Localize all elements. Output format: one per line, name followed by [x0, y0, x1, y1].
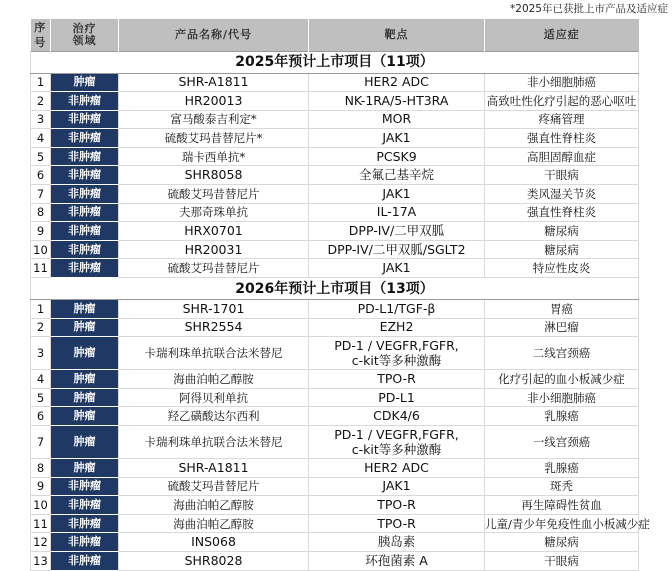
- row-number: 8: [31, 459, 51, 478]
- therapy-area-cell: 肿瘤: [51, 73, 119, 92]
- table-row: [31, 407, 639, 426]
- table-row: [31, 496, 639, 515]
- row-number: 12: [31, 533, 51, 552]
- indication-cell: 非小细胞肺癌: [485, 73, 639, 92]
- table-row: [31, 388, 639, 407]
- row-number: 4: [31, 129, 51, 148]
- target-cell: PCSK9: [309, 147, 485, 166]
- table-row: [31, 459, 639, 478]
- indication-cell: 儿童/青少年免疫性血小板减少症: [485, 514, 639, 533]
- section-2025-row: [31, 51, 639, 73]
- row-number: 7: [31, 426, 51, 459]
- table-row: [31, 240, 639, 259]
- product-name-cell: SHR8058: [119, 166, 309, 185]
- product-name-cell: HR20031: [119, 240, 309, 259]
- product-name-cell: SHR-A1811: [119, 73, 309, 92]
- product-name-cell: INS068: [119, 533, 309, 552]
- target-cell: PD-1 / VEGFR,FGFR, c-kit等多种激酶: [309, 426, 485, 459]
- indication-cell: 高胆固醇血症: [485, 147, 639, 166]
- row-number: 9: [31, 222, 51, 241]
- indication-cell: 胃癌: [485, 300, 639, 319]
- therapy-area-cell: 肿瘤: [51, 370, 119, 389]
- table-body: [31, 51, 650, 570]
- therapy-area-cell: 肿瘤: [51, 426, 119, 459]
- table-row: [31, 92, 639, 111]
- header-name: 产品名称/代号: [119, 19, 309, 51]
- section-2025-title: 2025年预计上市项目（11项）: [31, 51, 639, 73]
- product-name-cell: 羟乙磺酸达尔西利: [119, 407, 309, 426]
- footnote-approved-note: *2025年已获批上市产品及适应症: [510, 3, 668, 15]
- target-cell: JAK1: [309, 477, 485, 496]
- table-row: [31, 73, 639, 92]
- product-name-cell: 硫酸艾玛昔替尼片*: [119, 129, 309, 148]
- product-name-cell: 卡瑞利珠单抗联合法米替尼: [119, 426, 309, 459]
- target-cell: TPO-R: [309, 496, 485, 515]
- row-number: 3: [31, 110, 51, 129]
- product-name-cell: 海曲泊帕乙醇胺: [119, 370, 309, 389]
- table-header: [31, 19, 639, 51]
- target-cell: 全氟己基辛烷: [309, 166, 485, 185]
- target-cell: IL-17A: [309, 203, 485, 222]
- indication-cell: 淋巴瘤: [485, 318, 639, 337]
- product-name-cell: SHR-A1811: [119, 459, 309, 478]
- therapy-area-cell: 肿瘤: [51, 407, 119, 426]
- indication-cell: 乳腺癌: [485, 459, 639, 478]
- therapy-area-cell: 非肿瘤: [51, 222, 119, 241]
- product-name-cell: HR20013: [119, 92, 309, 111]
- therapy-area-cell: 非肿瘤: [51, 533, 119, 552]
- row-number: 10: [31, 240, 51, 259]
- therapy-area-cell: 非肿瘤: [51, 92, 119, 111]
- therapy-area-cell: 肿瘤: [51, 337, 119, 370]
- product-name-cell: 卡瑞利珠单抗联合法米替尼: [119, 337, 309, 370]
- row-number: 2: [31, 92, 51, 111]
- target-cell: DPP-IV/二甲双胍/SGLT2: [309, 240, 485, 259]
- table-row: [31, 147, 639, 166]
- target-cell: MOR: [309, 110, 485, 129]
- header-indication: 适应症: [485, 19, 639, 51]
- indication-cell: 二线宫颈癌: [485, 337, 639, 370]
- target-cell: JAK1: [309, 185, 485, 204]
- therapy-area-cell: 非肿瘤: [51, 110, 119, 129]
- section-2026-row: [31, 278, 639, 300]
- product-name-cell: 硫酸艾玛昔替尼片: [119, 477, 309, 496]
- row-number: 5: [31, 147, 51, 166]
- table-row: [31, 477, 639, 496]
- indication-cell: 非小细胞肺癌: [485, 388, 639, 407]
- indication-cell: 乳腺癌: [485, 407, 639, 426]
- row-number: 2: [31, 318, 51, 337]
- section-2026-title: 2026年预计上市项目（13项）: [31, 278, 639, 300]
- therapy-area-cell: 非肿瘤: [51, 147, 119, 166]
- row-number: 9: [31, 477, 51, 496]
- row-number: 13: [31, 551, 51, 570]
- table-row: [31, 222, 639, 241]
- therapy-area-cell: 非肿瘤: [51, 185, 119, 204]
- indication-cell: 特应性皮炎: [485, 259, 639, 278]
- table-row: [31, 551, 639, 570]
- table-row: [31, 129, 639, 148]
- target-cell: TPO-R: [309, 514, 485, 533]
- row-number: 11: [31, 514, 51, 533]
- therapy-area-cell: 非肿瘤: [51, 240, 119, 259]
- table-row: [31, 318, 639, 337]
- therapy-area-cell: 非肿瘤: [51, 551, 119, 570]
- table-row: [31, 185, 639, 204]
- row-number: 1: [31, 300, 51, 319]
- therapy-area-cell: 非肿瘤: [51, 129, 119, 148]
- row-number: 4: [31, 370, 51, 389]
- indication-cell: 一线宫颈癌: [485, 426, 639, 459]
- therapy-area-cell: 肿瘤: [51, 388, 119, 407]
- indication-cell: 干眼病: [485, 166, 639, 185]
- table-row: [31, 426, 639, 459]
- therapy-area-cell: 非肿瘤: [51, 259, 119, 278]
- indication-cell: 化疗引起的血小板减少症: [485, 370, 639, 389]
- indication-cell: 再生障碍性贫血: [485, 496, 639, 515]
- indication-cell: 高致吐性化疗引起的恶心呕吐: [485, 92, 639, 111]
- row-number: 5: [31, 388, 51, 407]
- target-cell: HER2 ADC: [309, 73, 485, 92]
- row-number: 8: [31, 203, 51, 222]
- row-number: 3: [31, 337, 51, 370]
- indication-cell: 强直性脊柱炎: [485, 203, 639, 222]
- table-row: [31, 337, 639, 370]
- table-row: [31, 110, 639, 129]
- target-cell: 环孢菌素 A: [309, 551, 485, 570]
- indication-cell: 糖尿病: [485, 222, 639, 241]
- target-cell: TPO-R: [309, 370, 485, 389]
- therapy-area-cell: 肿瘤: [51, 318, 119, 337]
- product-name-cell: SHR-1701: [119, 300, 309, 319]
- target-cell: EZH2: [309, 318, 485, 337]
- table-row: [31, 514, 639, 533]
- product-name-cell: 瑞卡西单抗*: [119, 147, 309, 166]
- row-number: 6: [31, 166, 51, 185]
- product-name-cell: HRX0701: [119, 222, 309, 241]
- indication-cell: 类风湿关节炎: [485, 185, 639, 204]
- target-cell: JAK1: [309, 129, 485, 148]
- indication-cell: 干眼病: [485, 551, 639, 570]
- row-number: 10: [31, 496, 51, 515]
- product-name-cell: 硫酸艾玛昔替尼片: [119, 259, 309, 278]
- product-name-cell: 阿得贝利单抗: [119, 388, 309, 407]
- target-cell: NK-1RA/5-HT3RA: [309, 92, 485, 111]
- product-name-cell: 富马酸泰吉利定*: [119, 110, 309, 129]
- target-cell: DPP-IV/二甲双胍: [309, 222, 485, 241]
- target-cell: JAK1: [309, 259, 485, 278]
- table-row: [31, 300, 639, 319]
- row-number: 11: [31, 259, 51, 278]
- table-row: [31, 370, 639, 389]
- therapy-area-cell: 非肿瘤: [51, 477, 119, 496]
- therapy-area-cell: 非肿瘤: [51, 496, 119, 515]
- product-name-cell: SHR8028: [119, 551, 309, 570]
- row-number: 7: [31, 185, 51, 204]
- therapy-area-cell: 肿瘤: [51, 459, 119, 478]
- header-area: 治疗领域: [51, 19, 119, 51]
- product-name-cell: SHR2554: [119, 318, 309, 337]
- row-number: 6: [31, 407, 51, 426]
- table-row: [31, 166, 639, 185]
- therapy-area-cell: 非肿瘤: [51, 166, 119, 185]
- target-cell: 胰岛素: [309, 533, 485, 552]
- indication-cell: 疼痛管理: [485, 110, 639, 129]
- product-name-cell: 硫酸艾玛昔替尼片: [119, 185, 309, 204]
- product-name-cell: 海曲泊帕乙醇胺: [119, 514, 309, 533]
- target-cell: HER2 ADC: [309, 459, 485, 478]
- table-row: [31, 259, 639, 278]
- table-row: [31, 533, 639, 552]
- target-cell: CDK4/6: [309, 407, 485, 426]
- therapy-area-cell: 肿瘤: [51, 300, 119, 319]
- pipeline-table: [30, 19, 650, 571]
- target-cell: PD-L1/TGF-β: [309, 300, 485, 319]
- therapy-area-cell: 非肿瘤: [51, 203, 119, 222]
- indication-cell: 强直性脊柱炎: [485, 129, 639, 148]
- indication-cell: 糖尿病: [485, 240, 639, 259]
- header-no: 序号: [31, 19, 51, 51]
- target-cell: PD-L1: [309, 388, 485, 407]
- target-cell: PD-1 / VEGFR,FGFR, c-kit等多种激酶: [309, 337, 485, 370]
- indication-cell: 糖尿病: [485, 533, 639, 552]
- product-name-cell: 海曲泊帕乙醇胺: [119, 496, 309, 515]
- therapy-area-cell: 非肿瘤: [51, 514, 119, 533]
- indication-cell: 斑秃: [485, 477, 639, 496]
- header-target: 靶点: [309, 19, 485, 51]
- table-row: [31, 203, 639, 222]
- row-number: 1: [31, 73, 51, 92]
- product-name-cell: 夫那奇珠单抗: [119, 203, 309, 222]
